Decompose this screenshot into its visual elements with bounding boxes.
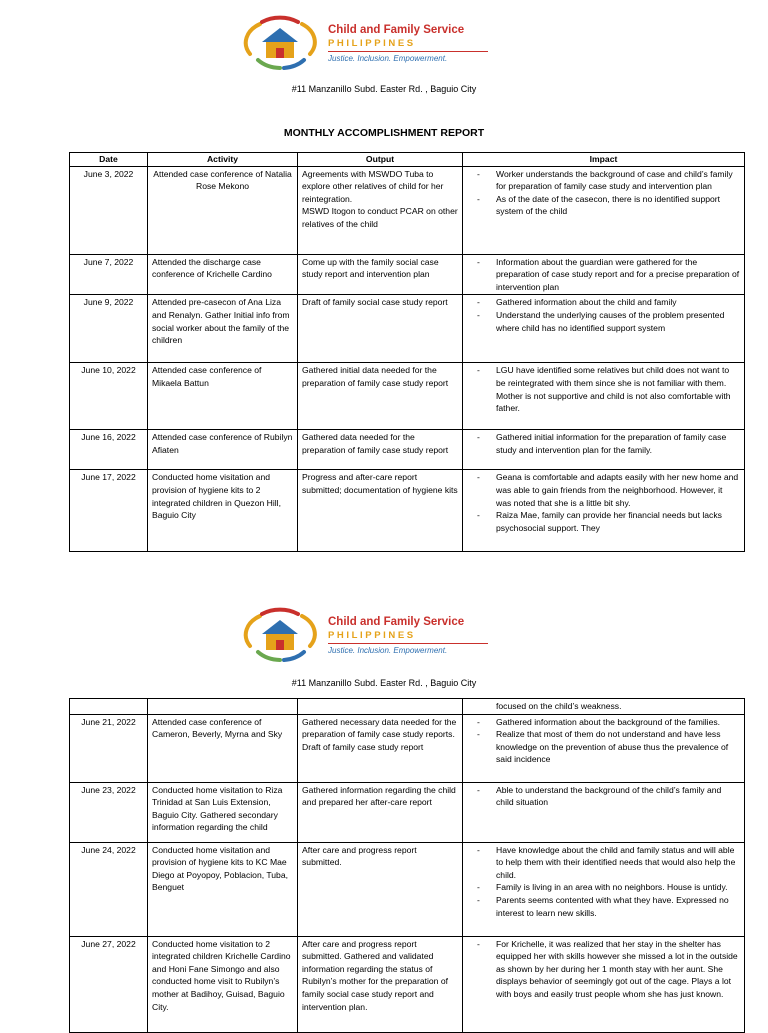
column-header-impact: Impact [463, 153, 745, 167]
brand-divider [328, 643, 488, 644]
impact-cell [463, 842, 745, 936]
impact-list [467, 431, 740, 456]
output-cell: After care and progress report submitted. Gathered and validated information regarding the status of Rubilyn’s mother for the preparation of family social case study report and intervention plan. [298, 936, 463, 1032]
activity-cell: Conducted home visitation to 2 integrated children Krichelle Cardino and Honi Fane Simongo and also conducted home visit to Rubilyn’s mother at Badihoy, Guisad, Baguio City. [148, 936, 298, 1032]
impact-item: - Understand the underlying causes of the problem presented where child has no identified support system [467, 309, 740, 334]
table-row [70, 295, 745, 363]
output-cell: Draft of family social case study report [298, 295, 463, 363]
impact-list [467, 784, 740, 809]
date-cell: June 23, 2022 [70, 782, 148, 842]
impact-list [467, 716, 740, 766]
impact-item: - Geana is comfortable and adapts easily with her new home and was able to gain friends from the neighborhood. However, it was noted that she is a little bit shy. [467, 471, 740, 509]
column-header-date: Date [70, 153, 148, 167]
impact-item: - Parents seems contented with what they have. Expressed no interest to learn new skills. [467, 894, 740, 919]
date-cell: June 17, 2022 [70, 470, 148, 552]
organization-tagline: Justice. Inclusion. Empowerment. [328, 646, 448, 655]
impact-continuation: focused on the child’s weakness. [496, 701, 622, 711]
impact-item: - Information about the guardian were gathered for the preparation of case study report and for a precise preparation of intervention plan [467, 256, 740, 294]
organization-country: PHILIPPINES [328, 630, 416, 641]
output-cell: Gathered information regarding the child and prepared her after-care report [298, 782, 463, 842]
table-row [70, 363, 745, 430]
table-row [70, 430, 745, 470]
date-cell: June 3, 2022 [70, 166, 148, 254]
impact-cell [463, 936, 745, 1032]
date-cell: June 16, 2022 [70, 430, 148, 470]
date-cell: June 7, 2022 [70, 254, 148, 295]
impact-item: - Gathered information about the background of the families. [467, 716, 740, 729]
report-title: MONTHLY ACCOMPLISHMENT REPORT [283, 127, 485, 139]
activity-cell: Conducted home visitation to Riza Trinidad at San Luis Extension, Baguio City. Gathered secondary information regarding the child [148, 782, 298, 842]
table-row [70, 166, 745, 254]
page-gap [0, 560, 768, 600]
impact-list [467, 364, 740, 414]
output-text: Agreements with MSWDO Tuba to explore other relatives of child for her reintegration. MSWD Itogon to conduct PCAR on other relatives of the child [302, 168, 458, 229]
impact-item: - LGU have identified some relatives but child does not want to be reintegrated with them since she is not familiar with them. Mother is not supportive and child is not also comfortable with father. [467, 364, 740, 414]
impact-item: - Worker understands the background of case and child’s family for preparation of family case study and intervention plan [467, 168, 740, 193]
date-cell: June 27, 2022 [70, 936, 148, 1032]
table-row [70, 782, 745, 842]
brand-divider [328, 51, 488, 52]
impact-item: - Have knowledge about the child and family status and will able to help them with their identified needs that would also help the child. [467, 844, 740, 882]
impact-cell [463, 363, 745, 430]
activity-cell: Attended case conference of Mikaela Battun [148, 363, 298, 430]
impact-cell [463, 699, 745, 715]
impact-item: - Raiza Mae, family can provide her financial needs but lacks psychosocial support. They [467, 509, 740, 534]
activity-cell: Conducted home visitation and provision of hygiene kits to 2 integrated children in Quezon Hill, Baguio City [148, 470, 298, 552]
accomplishment-table-continued [69, 698, 745, 1033]
report-page-2 [0, 600, 768, 1024]
date-cell [70, 699, 148, 715]
column-header-activity: Activity [148, 153, 298, 167]
table-row [70, 936, 745, 1032]
impact-list [467, 844, 740, 920]
date-cell: June 24, 2022 [70, 842, 148, 936]
activity-cell: Attended the discharge case conference of Krichelle Cardino [148, 254, 298, 295]
output-cell [298, 166, 463, 254]
output-cell: Gathered necessary data needed for the preparation of family case study reports. Draft of family case study report [298, 714, 463, 782]
organization-address: #11 Manzanillo Subd. Easter Rd. , Baguio City [291, 84, 477, 94]
impact-item: - Realize that most of them do not understand and have less knowledge on the prevention of abuse thus the prevalence of said incidence [467, 728, 740, 766]
impact-cell [463, 470, 745, 552]
house-logo-icon [240, 606, 320, 662]
impact-item: - For Krichelle, it was realized that her stay in the shelter has equipped her with skills however she missed a lot in the outside as shown by her during her 1 month stay with her aunt. She displays behavior of seemingly got out of the cage. Plays a lot with boys and easily trust people whom she has just known. [467, 938, 740, 1001]
date-cell: June 9, 2022 [70, 295, 148, 363]
impact-list [467, 471, 740, 534]
organization-name: Child and Family Service [328, 24, 465, 36]
impact-item: - As of the date of the casecon, there is no identified support system of the child [467, 193, 740, 218]
organization-name: Child and Family Service [328, 616, 465, 628]
impact-cell [463, 782, 745, 842]
impact-item: - Family is living in an area with no neighbors. House is untidy. [467, 881, 740, 894]
impact-item: - Gathered initial information for the preparation of family case study and intervention plan for the family. [467, 431, 740, 456]
impact-clip [467, 471, 740, 547]
activity-cell [148, 699, 298, 715]
output-cell: Gathered data needed for the preparation of family case study report [298, 430, 463, 470]
output-cell: Progress and after-care report submitted; documentation of hygiene kits [298, 470, 463, 552]
table-row [70, 470, 745, 552]
column-header-output: Output [298, 153, 463, 167]
accomplishment-table [69, 152, 745, 552]
impact-cell [463, 254, 745, 295]
output-cell [298, 699, 463, 715]
impact-list [467, 168, 740, 218]
organization-country: PHILIPPINES [328, 38, 416, 49]
impact-list [467, 938, 740, 1001]
activity-cell: Attended case conference of Cameron, Beverly, Myrna and Sky [148, 714, 298, 782]
impact-cell [463, 430, 745, 470]
organization-logo [240, 14, 500, 70]
impact-item: - Able to understand the background of the child’s family and child situation [467, 784, 740, 809]
impact-cell [463, 166, 745, 254]
impact-list [467, 296, 740, 334]
output-cell: Come up with the family social case study report and intervention plan [298, 254, 463, 295]
date-cell: June 10, 2022 [70, 363, 148, 430]
output-cell: After care and progress report submitted. [298, 842, 463, 936]
impact-cell [463, 714, 745, 782]
table-row [70, 699, 745, 715]
activity-cell: Attended case conference of Natalia Rose Mekono [148, 166, 298, 254]
activity-cell: Attended pre-casecon of Ana Liza and Renalyn. Gather Initial info from social worker about the family of the children [148, 295, 298, 363]
table-row [70, 254, 745, 295]
table-row [70, 714, 745, 782]
impact-cell [463, 295, 745, 363]
output-cell: Gathered initial data needed for the preparation of family case study report [298, 363, 463, 430]
table-row [70, 842, 745, 936]
date-cell: June 21, 2022 [70, 714, 148, 782]
house-logo-icon [240, 14, 320, 70]
impact-item: - Gathered information about the child and family [467, 296, 740, 309]
organization-address: #11 Manzanillo Subd. Easter Rd. , Baguio City [291, 678, 477, 688]
organization-logo [240, 606, 500, 662]
activity-cell: Conducted home visitation and provision of hygiene kits to KC Mae Diego at Poyopoy, Poblacion, Tuba, Benguet [148, 842, 298, 936]
table-header-row [70, 153, 745, 167]
organization-tagline: Justice. Inclusion. Empowerment. [328, 54, 448, 63]
activity-cell: Attended case conference of Rubilyn Afiaten [148, 430, 298, 470]
impact-list [467, 256, 740, 294]
